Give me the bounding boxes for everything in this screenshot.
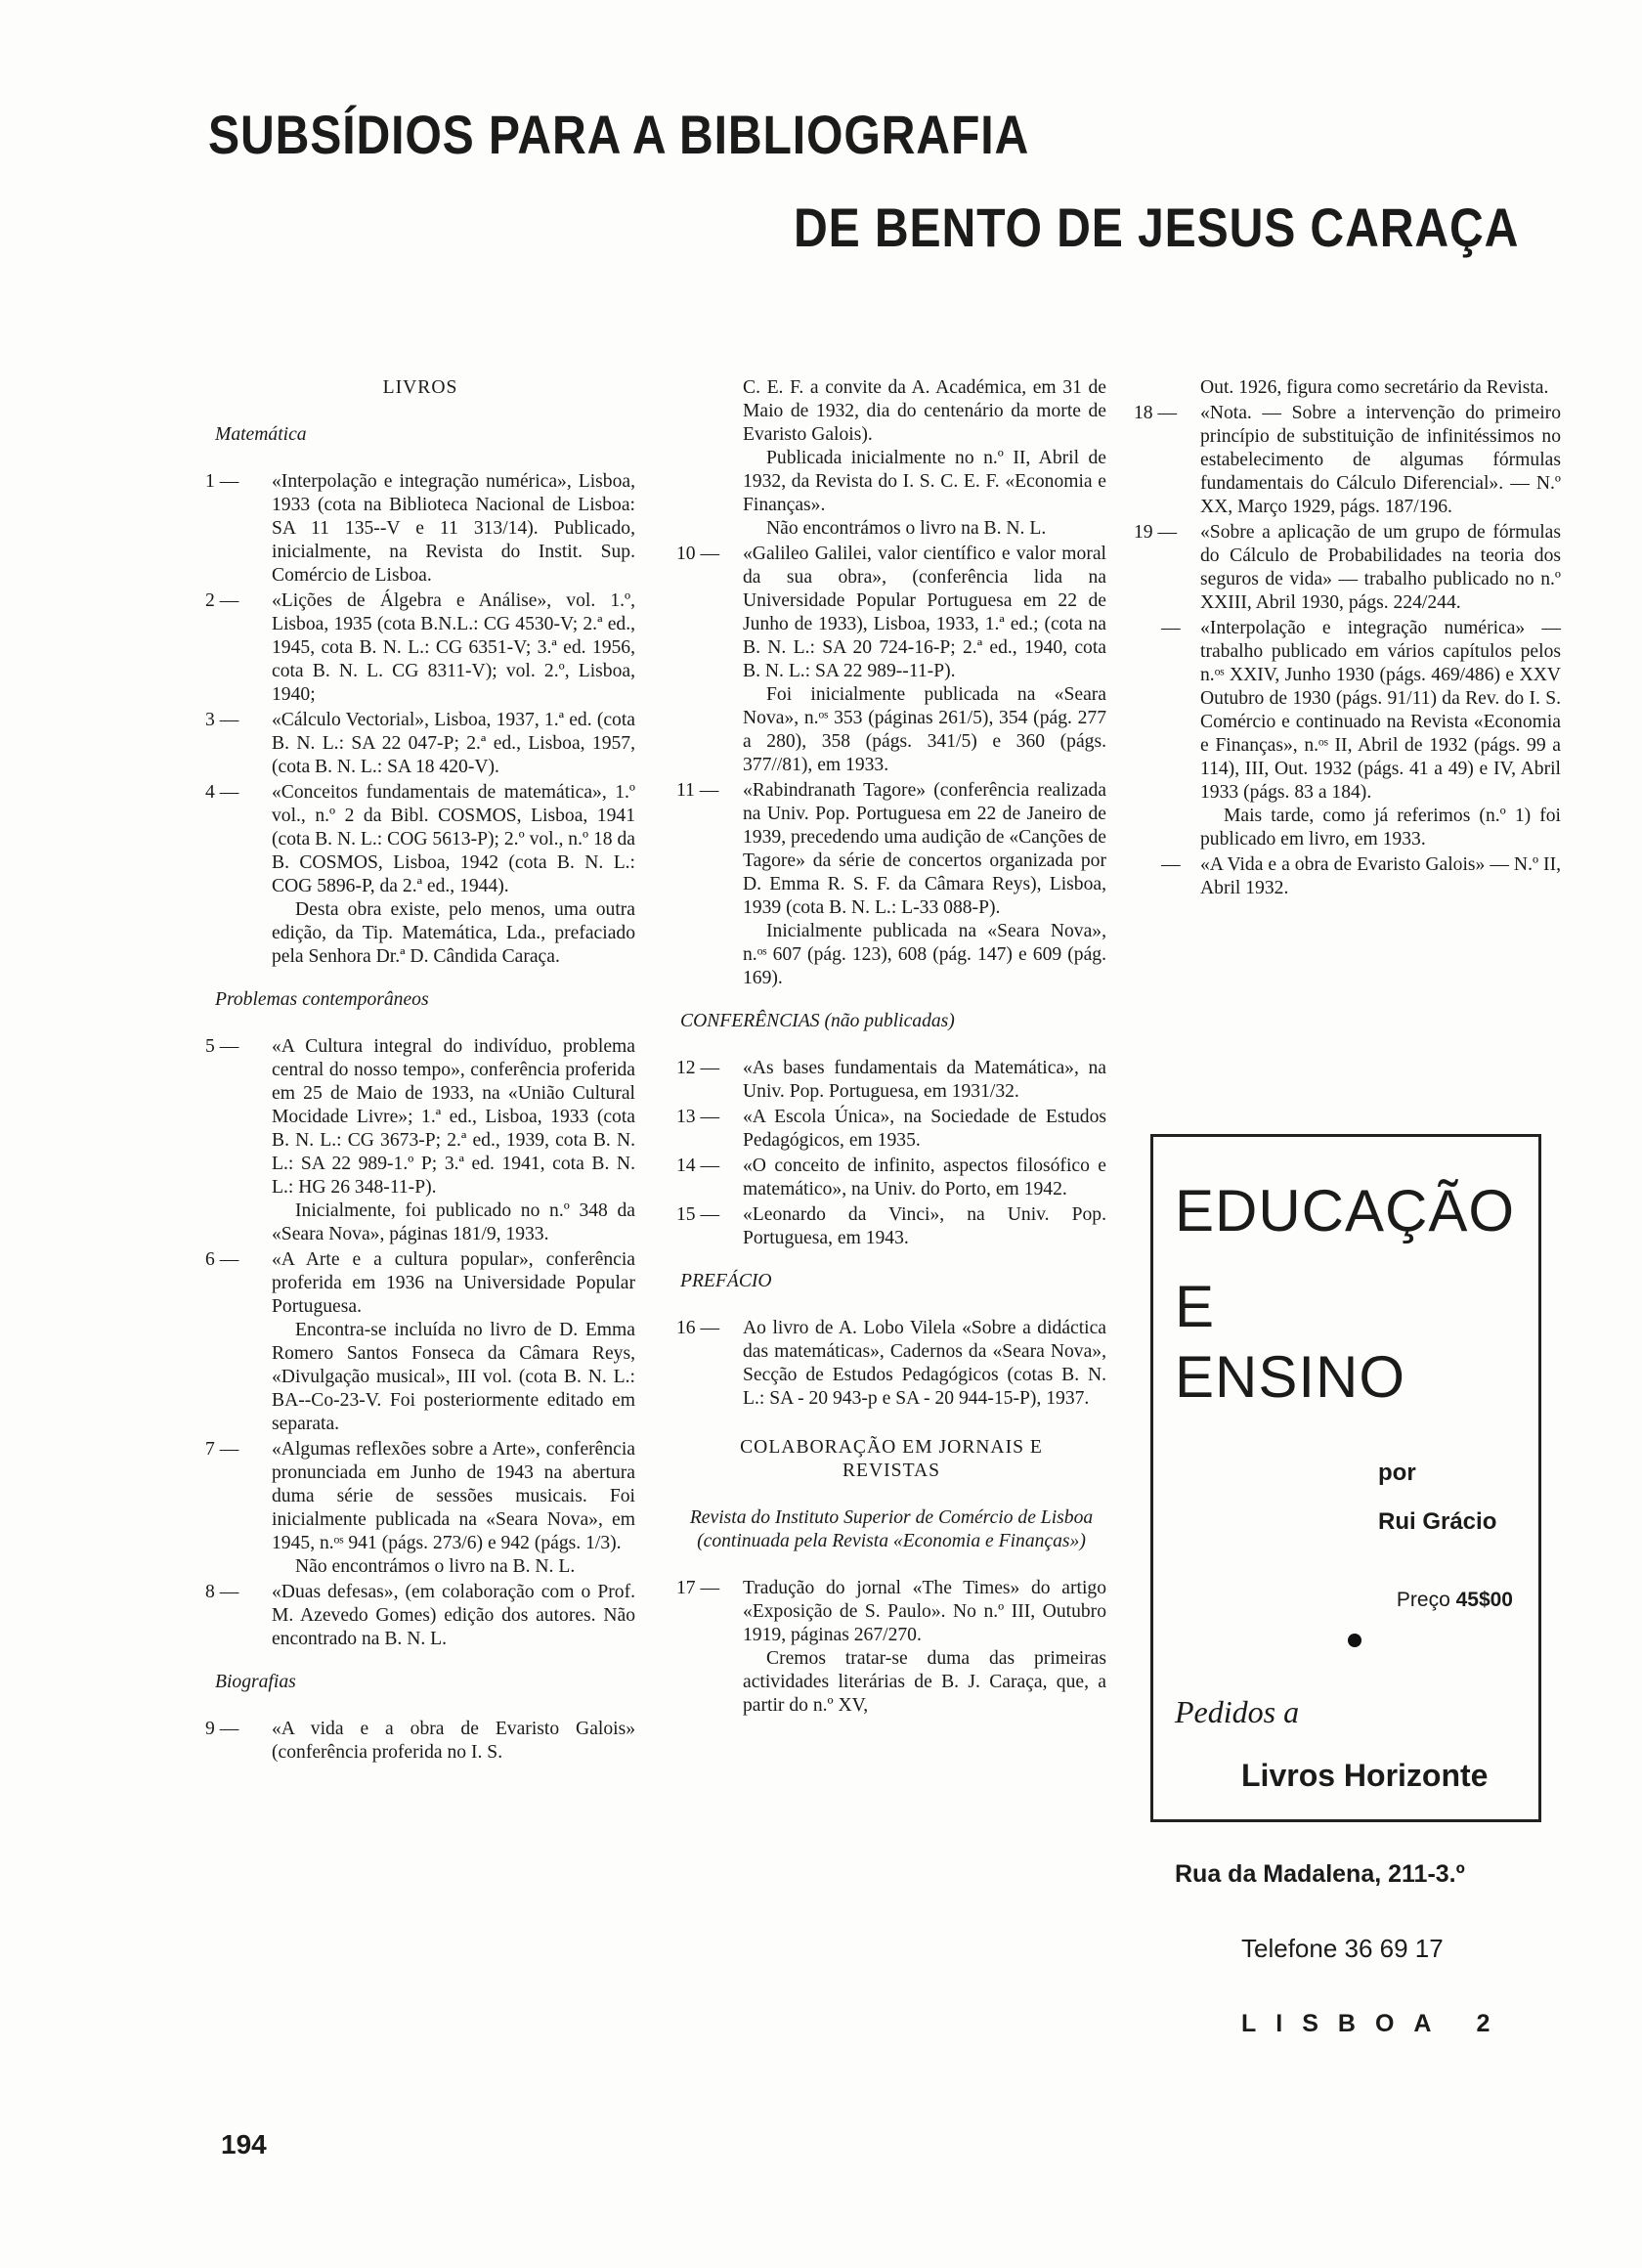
entry-number: 8 — xyxy=(205,1582,239,1602)
entry-3 xyxy=(205,709,635,779)
entry-note: Inicialmente, foi publicado no n.º 348 da «Seara Nova», páginas 181/9, 1933. xyxy=(272,1200,635,1244)
ad-address: Rua da Madalena, 211-3.º xyxy=(1175,1860,1465,1888)
entry-17 xyxy=(676,1577,1106,1718)
entry-text: «Interpolação e integração numérica», Lisboa, 1933 (cota na Biblioteca Nacional de Lisboa: SA 11 135--V e 11 313/14). Publicado, inicialmente, na Revista do Instit. Sup. Comércio de Lisboa. xyxy=(272,471,635,586)
section-heading-books: LIVROS xyxy=(382,377,458,398)
entry-text: «Conceitos fundamentais de matemática», 1.º vol., n.º 2 da Bibl. COSMOS, Lisboa, 1941 (cota B. N. L.: COG 5613-P); 2.º vol., n.º 18 da B. COSMOS, Lisboa, 1942 (cota B. N. L.: COG 5896-P, da 2.ª ed., 1944). xyxy=(272,782,635,896)
entry-number: 5 — xyxy=(205,1036,239,1057)
article-title-line-2: DE BENTO DE JESUS CARAÇA xyxy=(794,196,1520,258)
entry-note: Cremos tratar-se duma das primeiras actividades literárias de B. J. Caraça, que, a partir do n.º XV, xyxy=(743,1648,1106,1716)
entry-9 xyxy=(205,1718,635,1765)
ad-title-line-1: EDUCAÇÃO xyxy=(1175,1178,1516,1243)
entry-number: 7 — xyxy=(205,1439,239,1460)
column-2 xyxy=(676,376,1106,1720)
column-1 xyxy=(205,376,635,1766)
entry-number: 19 — xyxy=(1134,522,1178,543)
entry-text: «A Escola Única», na Sociedade de Estudos Pedagógicos, em 1935. xyxy=(743,1107,1106,1151)
entry-19b xyxy=(1134,617,1561,851)
page-number: 194 xyxy=(221,2129,267,2159)
entry-text: «Rabindranath Tagore» (conferência realizada na Univ. Pop. Portuguesa em 22 de Janeiro de 1939, precedendo uma audição de «Canções de Tagore» da série de concertos organizada por D. Emma R. S. F. da Câmara Reys), Lisboa, 1939 (cota B. N. L.: L-33 088-P). xyxy=(743,780,1106,918)
entry-number: 17 — xyxy=(676,1578,720,1598)
entry-text: «O conceito de infinito, aspectos filosófico e matemático», na Univ. do Porto, em 1942. xyxy=(743,1156,1106,1199)
subsection-mathematics: Matemática xyxy=(215,424,307,445)
subsection-conferences: CONFERÊNCIAS (não publicadas) xyxy=(680,1011,955,1031)
entry-number: 15 — xyxy=(676,1204,720,1225)
entry-number: 14 — xyxy=(676,1156,720,1176)
entry-number: 9 — xyxy=(205,1719,239,1739)
entry-text: «Sobre a aplicação de um grupo de fórmulas do Cálculo de Probabilidades na teoria dos seguros de vida» — trabalho publicado no n.º XXIII, Abril 1930, págs. 224/244. xyxy=(1200,522,1561,613)
entry-note: Publicada inicialmente no n.º II, Abril de 1932, da Revista do I. S. C. E. F. «Economia e Finanças». xyxy=(743,448,1106,515)
entry-number: 4 — xyxy=(205,782,239,803)
entry-text: «Lições de Álgebra e Análise», vol. 1.º, Lisboa, 1935 (cota B.N.L.: CG 4530-V; 2.ª ed., 1945, cota B. N. L.: CG 6351-V; 3.ª ed. 1956, cota B. N. L. CG 8311-V); vol. 2.º, Lisboa, 1940; xyxy=(272,590,635,705)
ad-city: LISBOA 2 xyxy=(1241,2010,1510,2037)
entry-19c xyxy=(1134,853,1561,900)
entry-text: «Duas defesas», (em colaboração com o Prof. M. Azevedo Gomes) edição dos autores. Não encontrado na B. N. L. xyxy=(272,1582,635,1649)
entry-1 xyxy=(205,470,635,588)
entry-13 xyxy=(676,1106,1106,1153)
subsection-contemporary-problems: Problemas contemporâneos xyxy=(215,989,429,1010)
entry-note: Mais tarde, como já referimos (n.º 1) foi publicado em livro, em 1933. xyxy=(1200,806,1561,850)
entry-text: «As bases fundamentais da Matemática», na Univ. Pop. Portuguesa, em 1931/32. xyxy=(743,1058,1106,1102)
entry-text: C. E. F. a convite da A. Académica, em 31 de Maio de 1932, dia do centenário da morte de Evaristo Galois). xyxy=(743,377,1106,445)
entry-text: «A Cultura integral do indivíduo, problema central do nosso tempo», conferência proferida em 25 de Maio de 1933, na «União Cultural Mocidade Livre»; 1.ª ed., Lisboa, 1933 (cota B. N. L.: CG 3673-P; 2.ª ed., 1939, cota B. N. L.: SA 22 989-1.º P; 3.ª ed. 1941, cota B. N. L.: HG 26 348-11-P). xyxy=(272,1036,635,1198)
entry-7 xyxy=(205,1438,635,1579)
entry-12 xyxy=(676,1057,1106,1104)
entry-text: Out. 1926, figura como secretário da Revista. xyxy=(1200,377,1549,398)
entry-number: 3 — xyxy=(205,710,239,730)
entry-19 xyxy=(1134,521,1561,615)
entry-note: Inicialmente publicada na «Seara Nova», n.ᵒˢ 607 (pág. 123), 608 (pág. 147) e 609 (pág. 169). xyxy=(743,921,1106,988)
entry-number: — xyxy=(1161,618,1181,638)
subsection-preface: PREFÁCIO xyxy=(680,1271,772,1291)
entry-text: «Galileo Galilei, valor científico e valor moral da sua obra», (conferência lida na Universidade Popular Portuguesa em 22 de Junho de 1933), Lisboa, 1933, 1.ª ed.; (cota na B. N. L.: SA 20 724-16-P; 2.ª ed., 1940, cota B. N. L.: SA 22 989--11-P). xyxy=(743,544,1106,681)
ad-price xyxy=(1397,1589,1513,1612)
entry-text: Ao livro de A. Lobo Vilela «Sobre a didáctica das matemáticas», Cadernos da «Seara Nova», Secção de Estudos Pedagógicos (cotas B. N. L.: SA - 20 943-p e SA - 20 944-15-P), 1937. xyxy=(743,1318,1106,1409)
ad-publisher: Livros Horizonte xyxy=(1241,1758,1489,1793)
entry-4 xyxy=(205,781,635,969)
entry-18 xyxy=(1134,402,1561,519)
entry-text: «A vida e a obra de Evaristo Galois» (conferência proferida no I. S. xyxy=(272,1719,635,1763)
entry-number: 6 — xyxy=(205,1249,239,1270)
entry-14 xyxy=(676,1155,1106,1201)
entry-text: «Interpolação e integração numérica» — trabalho publicado em vários capítulos pelos n.ᵒˢ XXIV, Junho 1930 (págs. 469/486) e XXV Outubro de 1930 (págs. 91/11) da Rev. do I. S. Comércio e continuado na Revista «Economia e Finanças», n.ᵒˢ II, Abril de 1932 (págs. 99 a 114), III, Out. 1932 (págs. 41 a 49) e IV, Abril 1933 (págs. 83 a 184). xyxy=(1200,618,1561,803)
entry-number: 1 — xyxy=(205,471,239,492)
entry-note: Desta obra existe, pelo menos, uma outra edição, da Tip. Matemática, Lda., prefaciado pela Senhora Dr.ª D. Cândida Caraça. xyxy=(272,899,635,967)
entry-10 xyxy=(676,543,1106,777)
book-advertisement xyxy=(1150,1134,1541,2037)
entry-2 xyxy=(205,589,635,707)
entry-number: 12 — xyxy=(676,1058,720,1078)
ad-author: Rui Grácio xyxy=(1378,1508,1497,1535)
article-title-line-1: SUBSÍDIOS PARA A BIBLIOGRAFIA xyxy=(208,104,1030,165)
ad-orders: Pedidos a xyxy=(1175,1694,1300,1729)
subsection-revista: Revista do Instituto Superior de Comércio de Lisboa (continuada pela Revista «Economia e Finanças») xyxy=(689,1507,1094,1551)
entry-16 xyxy=(676,1317,1106,1411)
ad-title-line-3: ENSINO xyxy=(1175,1344,1406,1410)
entry-text: «A Vida e a obra de Evaristo Galois» — N.º II, Abril 1932. xyxy=(1200,854,1561,898)
entry-text: «A Arte e a cultura popular», conferência proferida em 1936 na Universidade Popular Portuguesa. xyxy=(272,1249,635,1317)
entry-number: — xyxy=(1161,854,1181,875)
entry-text: Tradução do jornal «The Times» do artigo «Exposição de S. Paulo». No n.º III, Outubro 1919, páginas 267/270. xyxy=(743,1578,1106,1645)
column-3 xyxy=(1134,376,1561,902)
entry-number: 13 — xyxy=(676,1107,720,1127)
entry-note: Encontra-se incluída no livro de D. Emma Romero Santos Fonseca da Câmara Reys, «Divulgação musical», III vol. (cota B. N. L.: BA--Co-23-V. Foi posteriormente editado em separata. xyxy=(272,1320,635,1434)
entry-number: 18 — xyxy=(1134,403,1178,423)
section-heading-collaboration: COLABORAÇÃO EM JORNAIS E REVISTAS xyxy=(740,1437,1043,1481)
entry-6 xyxy=(205,1248,635,1436)
entry-11 xyxy=(676,779,1106,990)
ad-price-label: Preço xyxy=(1396,1589,1450,1611)
entry-number: 16 — xyxy=(676,1318,720,1338)
entry-9-continued xyxy=(676,376,1106,541)
ad-title-line-2: E xyxy=(1175,1274,1216,1339)
bullet-dot-icon xyxy=(1348,1634,1361,1647)
entry-note: Não encontrámos o livro na B. N. L. xyxy=(766,518,1047,539)
entry-8 xyxy=(205,1581,635,1651)
entry-text: «Nota. — Sobre a intervenção do primeiro princípio de substituição de infinitéssimos no estabelecimento de algumas fórmulas fundamentais do Cálculo Diferencial». — N.º XX, Março 1929, págs. 187/196. xyxy=(1200,403,1561,517)
subsection-biographies: Biografias xyxy=(215,1672,296,1692)
entry-17-continued xyxy=(1134,376,1561,400)
ad-phone: Telefone 36 69 17 xyxy=(1241,1934,1444,1963)
entry-number: 10 — xyxy=(676,544,720,564)
entry-number: 2 — xyxy=(205,590,239,611)
entry-text: «Cálculo Vectorial», Lisboa, 1937, 1.ª ed. (cota B. N. L.: SA 22 047-P; 2.ª ed., Lisboa, 1957, (cota B. N. L.: SA 18 420-V). xyxy=(272,710,635,777)
entry-text: «Leonardo da Vinci», na Univ. Pop. Portuguesa, em 1943. xyxy=(743,1204,1106,1248)
entry-15 xyxy=(676,1203,1106,1250)
entry-5 xyxy=(205,1035,635,1246)
ad-by: por xyxy=(1378,1460,1416,1486)
entry-note: Não encontrámos o livro na B. N. L. xyxy=(295,1556,576,1577)
entry-note: Foi inicialmente publicada na «Seara Nova», n.ᵒˢ 353 (páginas 261/5), 354 (pág. 277 a 280), 358 (págs. 341/5) e 360 (págs. 377//81), em 1933. xyxy=(743,684,1106,775)
ad-price-value: 45$00 xyxy=(1455,1589,1513,1611)
entry-text: «Algumas reflexões sobre a Arte», conferência pronunciada em Junho de 1943 na abertura duma série de sessões musicais. Foi inicialmente publicada na «Seara Nova», em 1945, n.ᵒˢ 941 (págs. 273/6) e 942 (págs. 1/3). xyxy=(272,1439,635,1553)
entry-number: 11 — xyxy=(676,780,719,801)
